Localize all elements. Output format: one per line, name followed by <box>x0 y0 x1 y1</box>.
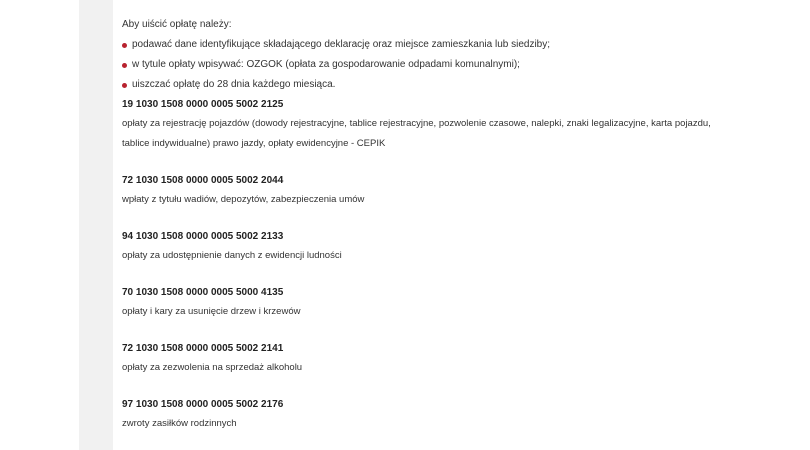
payment-rule-text: uiszczać opłatę do 28 dnia każdego miesiąca. <box>132 79 336 90</box>
bank-account-entry <box>122 342 732 378</box>
payment-rule-item <box>122 58 732 72</box>
bank-account-number: 72 1030 1508 0000 0005 5002 2141 <box>122 343 284 354</box>
payment-rule-item <box>122 38 732 52</box>
bank-account-entry <box>122 98 732 154</box>
bullet-icon <box>122 63 127 68</box>
bank-account-description: wpłaty z tytułu wadiów, depozytów, zabezpieczenia umów <box>122 194 365 205</box>
payment-rules-list <box>122 38 732 92</box>
bank-account-description: opłaty za udostępnienie danych z ewidencji ludności <box>122 250 342 261</box>
bank-account-description: opłaty za zezwolenia na sprzedaż alkoholu <box>122 362 303 373</box>
bank-account-entry <box>122 286 732 322</box>
payment-rule-text: w tytule opłaty wpisywać: OZGOK (opłata za gospodarowanie odpadami komunalnymi); <box>132 59 520 70</box>
bank-account-entry <box>122 230 732 266</box>
payment-rule-text: podawać dane identyfikujące składającego deklarację oraz miejsce zamieszkania lub siedziby; <box>132 39 551 50</box>
bank-account-number: 19 1030 1508 0000 0005 5002 2125 <box>122 99 284 110</box>
bank-account-number: 97 1030 1508 0000 0005 5002 2176 <box>122 399 284 410</box>
bank-account-entry <box>122 174 732 210</box>
bank-account-description: opłaty i kary za usunięcie drzew i krzewów <box>122 306 301 317</box>
bullet-icon <box>122 83 127 88</box>
bank-account-number: 72 1030 1508 0000 0005 5002 2044 <box>122 175 284 186</box>
payment-rule-item <box>122 78 732 92</box>
intro-text: Aby uiścić opłatę należy: <box>122 19 232 30</box>
payment-info-content <box>122 18 732 434</box>
bank-account-number: 94 1030 1508 0000 0005 5002 2133 <box>122 231 284 242</box>
bank-account-number: 70 1030 1508 0000 0005 5000 4135 <box>122 287 284 298</box>
bank-account-entry <box>122 398 732 434</box>
bank-account-description: zwroty zasiłków rodzinnych <box>122 418 237 429</box>
bank-account-description: opłaty za rejestrację pojazdów (dowody rejestracyjne, tablice rejestracyjne, pozwolenie czasowe, nalepki, znaki legalizacyjne, karta pojazdu, tablice indywidualne) prawo jazdy, opłaty ewidencyjne - CEPIK <box>122 118 711 149</box>
left-side-strip <box>79 0 113 450</box>
bullet-icon <box>122 43 127 48</box>
